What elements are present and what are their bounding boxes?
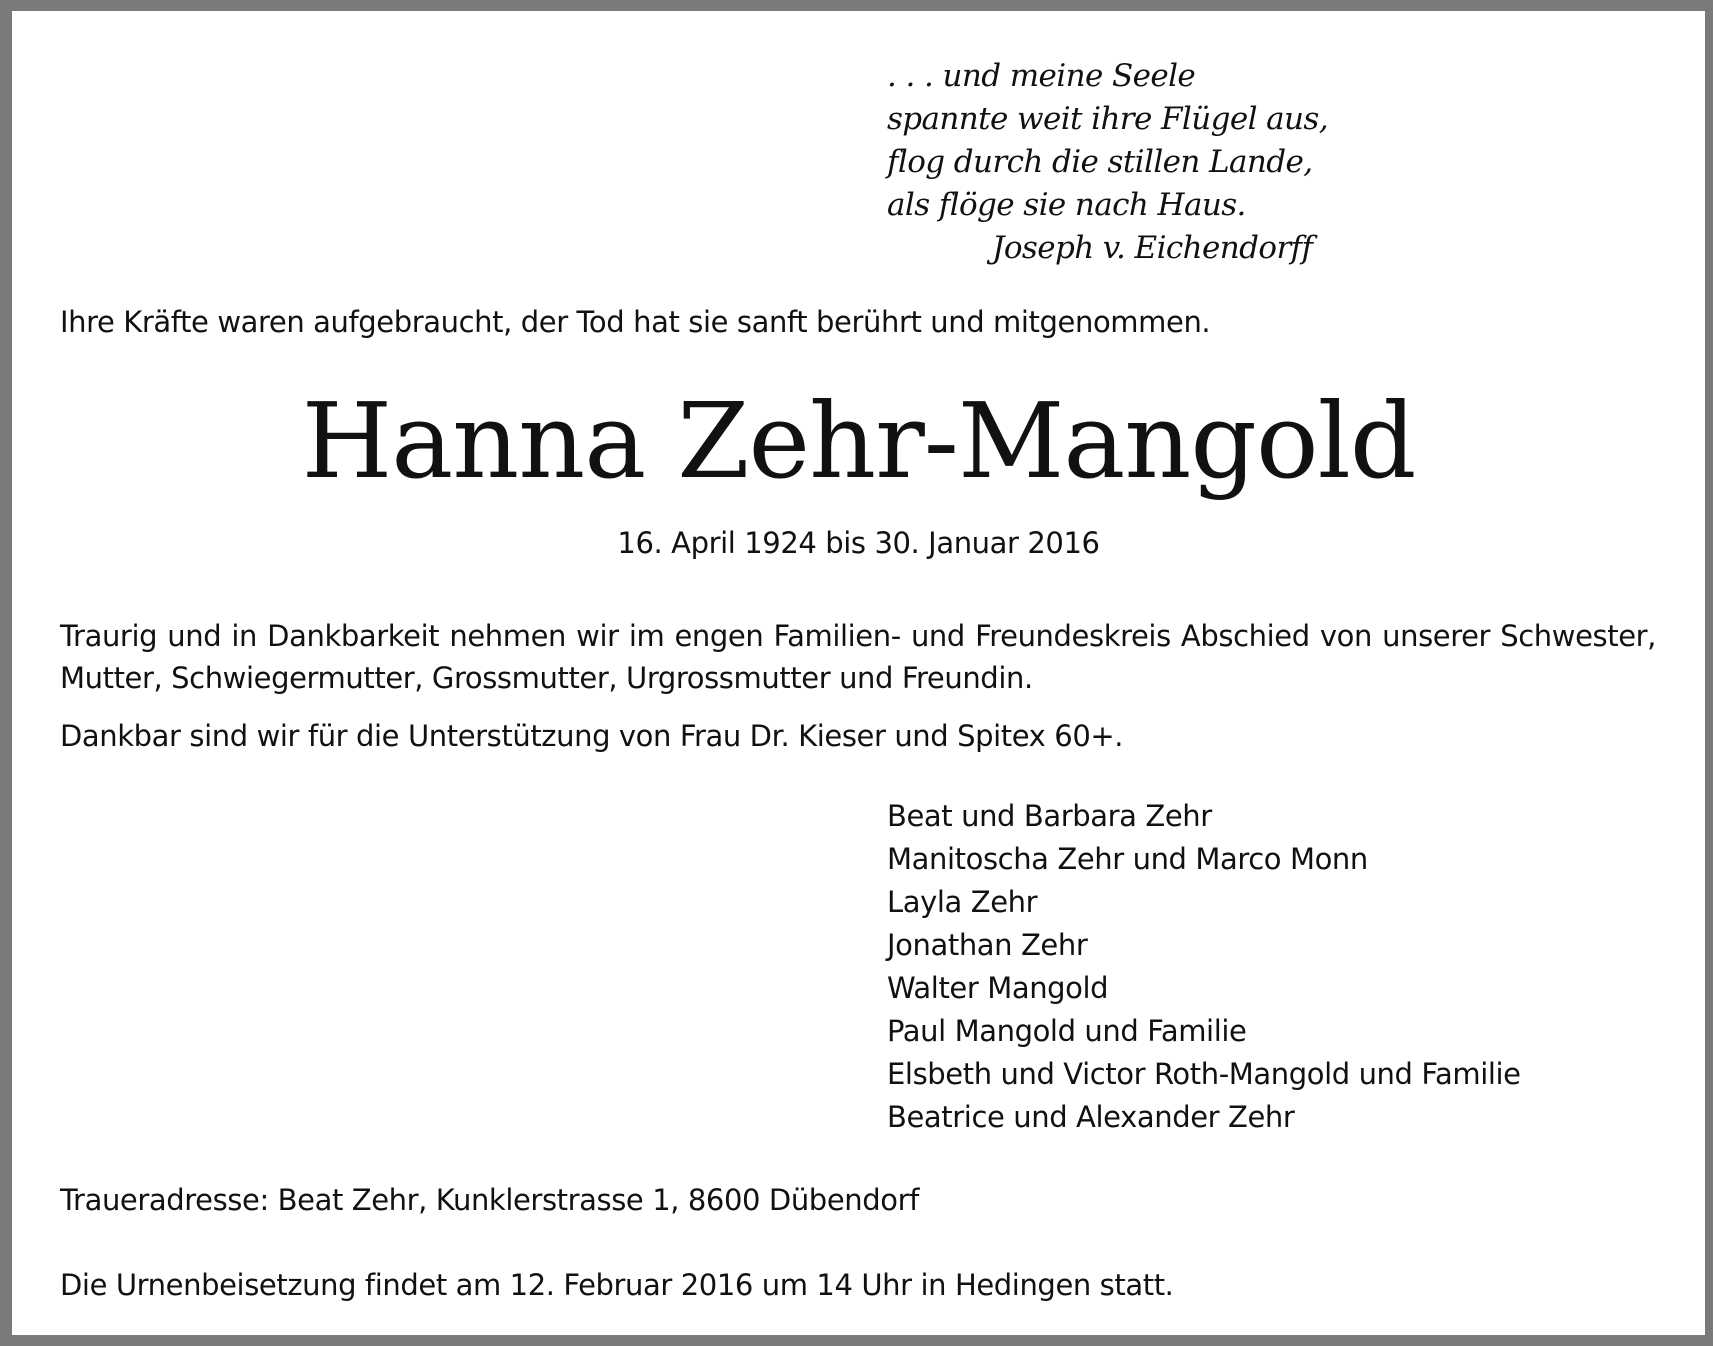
mourners-list (887, 795, 1521, 1139)
mourning-address: Traueradresse: Beat Zehr, Kunklerstrasse 1, 8600 Dübendorf (60, 1183, 919, 1217)
thanks-paragraph: Dankbar sind wir für die Unterstützung von Frau Dr. Kieser und Spitex 60+. (60, 719, 1124, 753)
mourner-entry: Elsbeth und Victor Roth-Mangold und Familie (887, 1057, 1521, 1091)
farewell-paragraph: Traurig und in Dankbarkeit nehmen wir im engen Familien- und Freundeskreis Abschied von unserer Schwester, Mutter, Schwiegermutter, Grossmutter, Urgrossmutter und Freundin. (60, 619, 1656, 695)
poem-line: als flöge sie nach Haus. (887, 187, 1246, 223)
burial-notice: Die Urnenbeisetzung findet am 12. Februar 2016 um 14 Uhr in Hedingen statt. (60, 1268, 1174, 1302)
poem-author: Joseph v. Eichendorff (992, 230, 1313, 266)
mourner-entry: Beatrice und Alexander Zehr (887, 1100, 1295, 1134)
intro-text: Ihre Kräfte waren aufgebraucht, der Tod hat sie sanft berührt und mitgenommen. (60, 305, 1211, 339)
deceased-name: Hanna Zehr-Mangold (301, 380, 1416, 502)
mourner-entry: Manitoscha Zehr und Marco Monn (887, 842, 1368, 876)
mourner-entry: Walter Mangold (887, 971, 1109, 1005)
mourner-entry: Layla Zehr (887, 885, 1038, 919)
poem-quote (887, 55, 1328, 270)
poem-line: . . . und meine Seele (887, 58, 1196, 94)
life-dates: 16. April 1924 bis 30. Januar 2016 (617, 526, 1100, 560)
mourner-entry: Beat und Barbara Zehr (887, 799, 1212, 833)
obituary-page (12, 11, 1705, 1335)
poem-line: flog durch die stillen Lande, (887, 144, 1313, 180)
mourner-entry: Paul Mangold und Familie (887, 1014, 1247, 1048)
mourner-entry: Jonathan Zehr (887, 928, 1088, 962)
poem-line: spannte weit ihre Flügel aus, (887, 101, 1328, 137)
